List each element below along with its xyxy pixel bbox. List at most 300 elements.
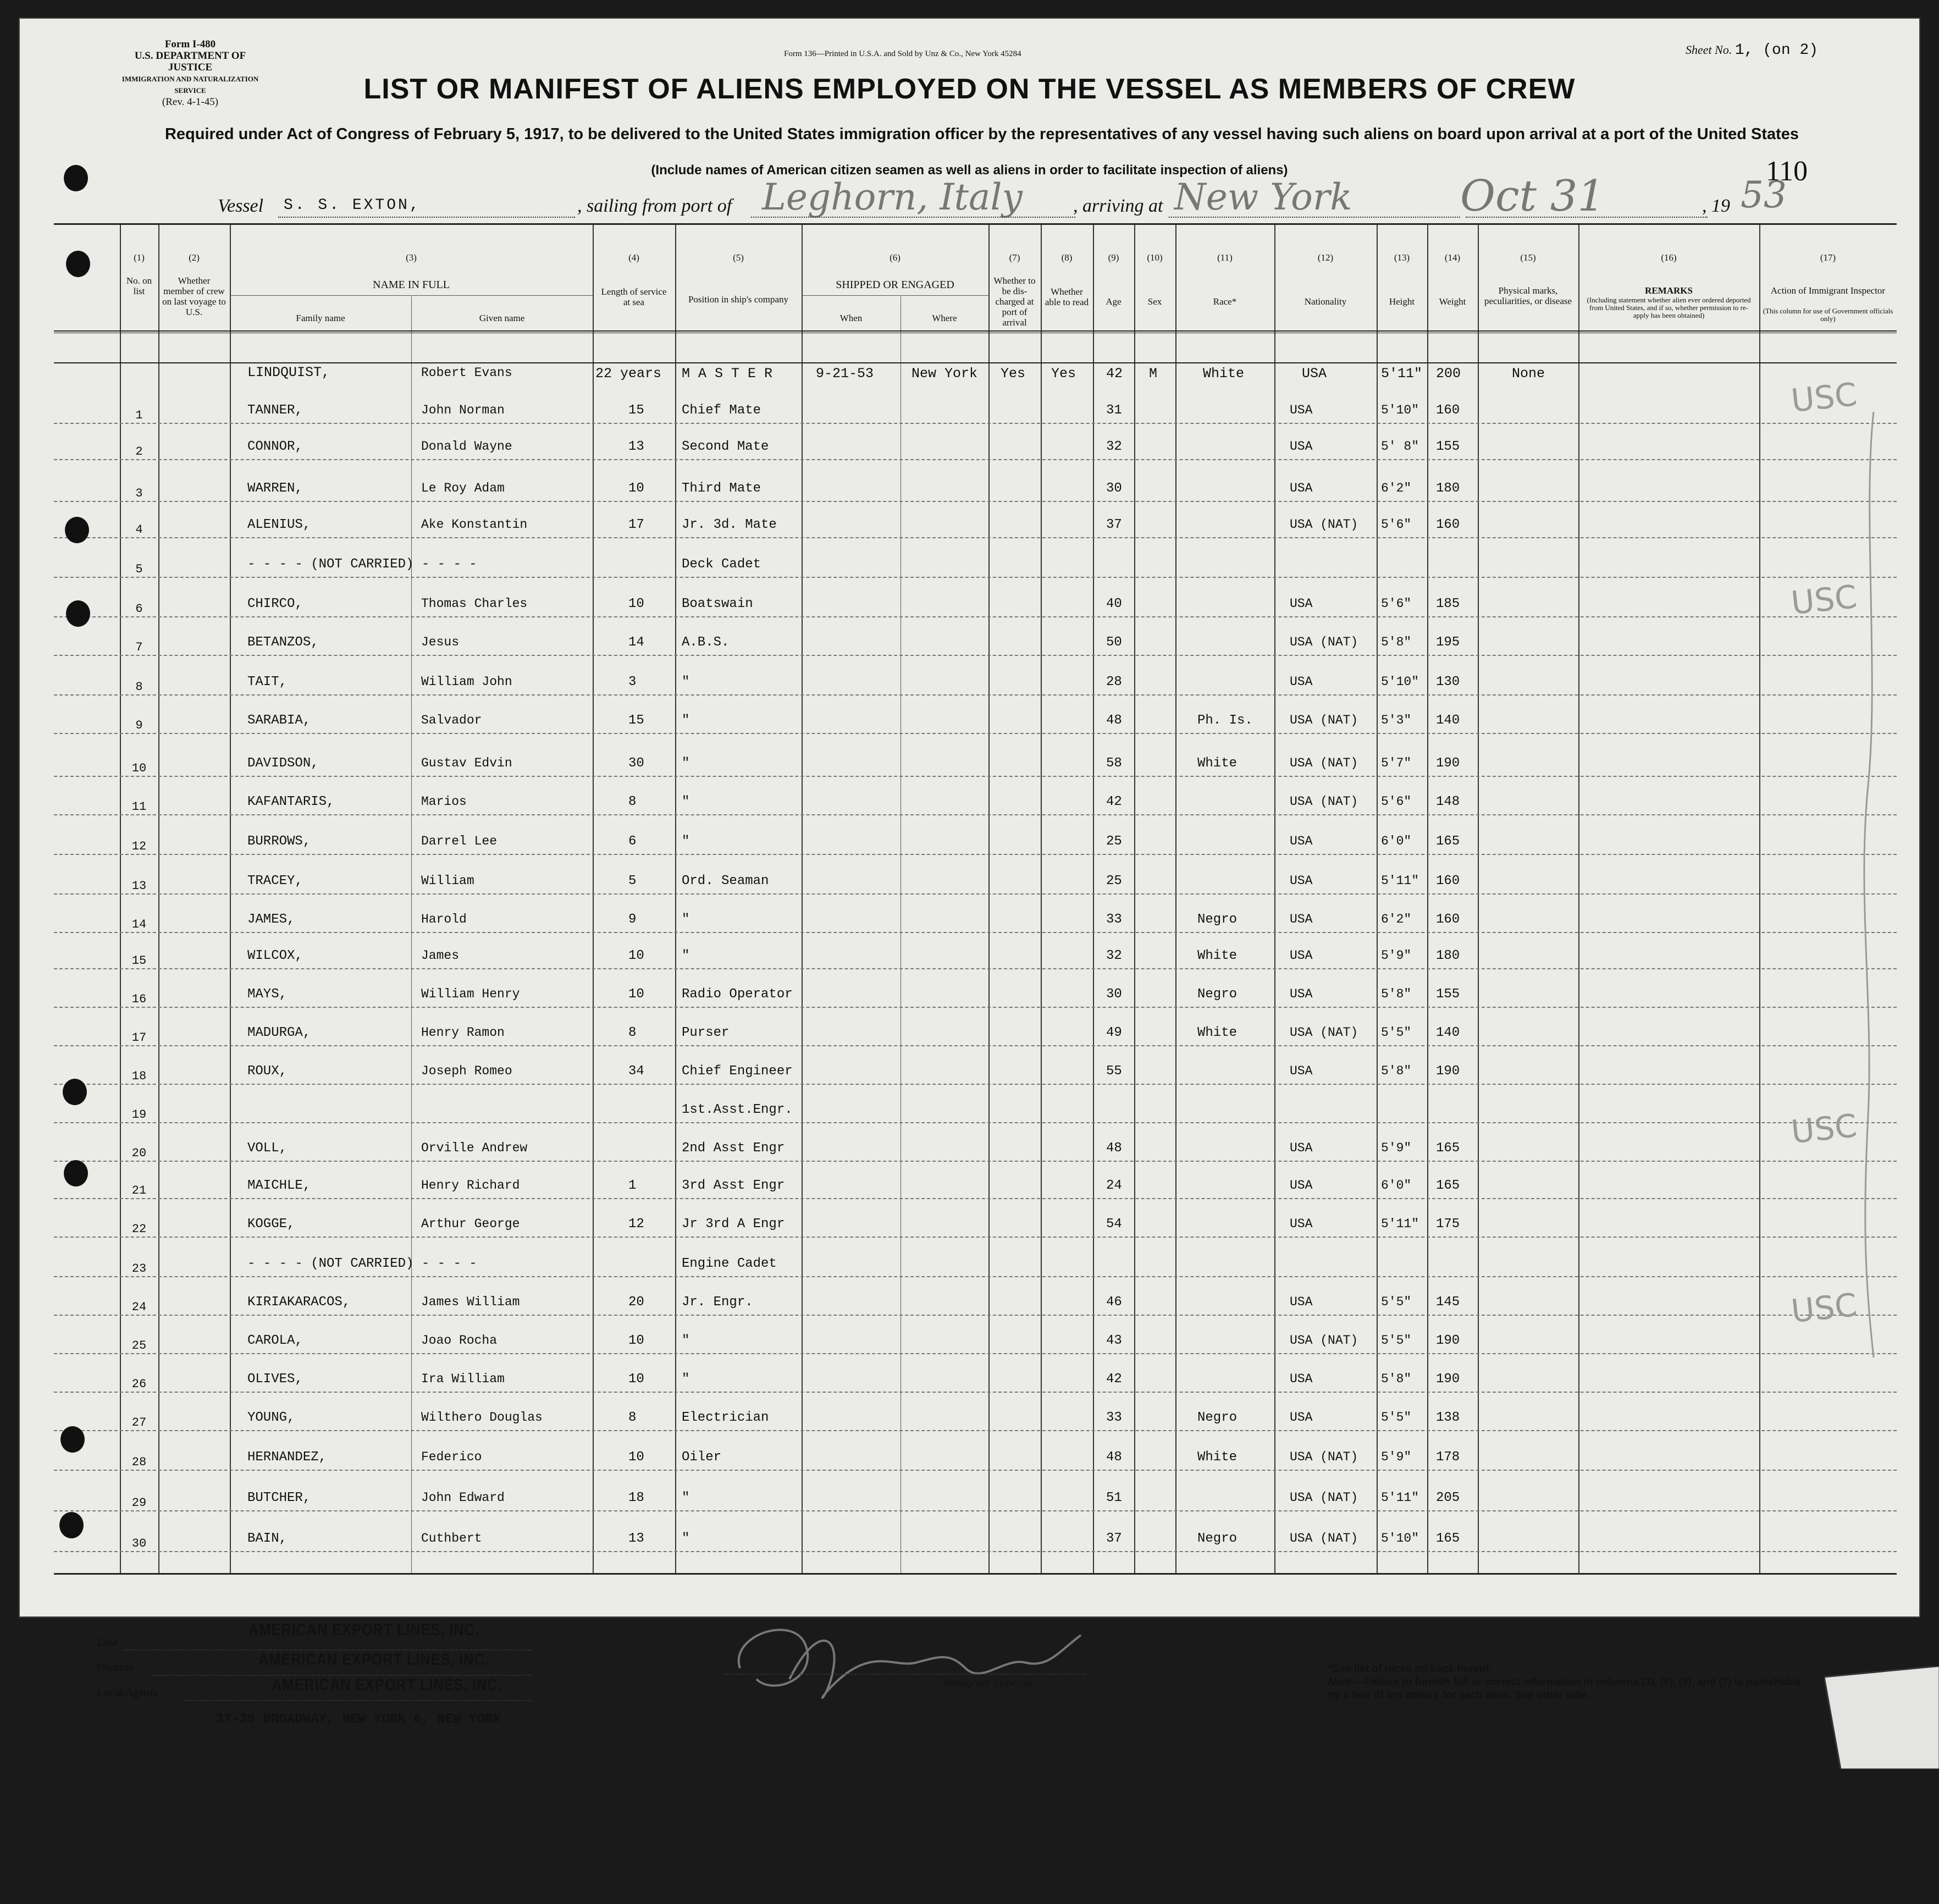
weight: 165 (1436, 1178, 1460, 1193)
note-text: —Failure to furnish full or correct information in columns (3), (5), (6), and (7) is punishable by a fine of ten dollars for each alien. See other side. (1328, 1676, 1802, 1701)
sheet-label: Sheet No. (1686, 43, 1732, 57)
nationality: USA (1290, 948, 1313, 963)
nationality: USA (NAT) (1290, 1450, 1358, 1464)
height: 6'0" (1381, 1178, 1412, 1193)
service-length: 10 (628, 987, 644, 1002)
row-number: 9 (135, 719, 143, 732)
requirement-text: Required under Act of Congress of February 5, 1917, to be delivered to the United States immigration officer by the representatives of any vessel having such aliens on board upon arrival at a port of the United States (164, 125, 1799, 143)
position: Engine Cadet (682, 1256, 777, 1271)
weight: 190 (1436, 1372, 1460, 1387)
age-header: Age (1106, 296, 1122, 307)
inspector-signature (707, 1602, 1103, 1712)
race: White (1197, 1025, 1238, 1040)
age: 55 (1106, 1064, 1122, 1079)
family-name: WARREN, (247, 481, 303, 496)
family-name: WILCOX, (247, 948, 303, 963)
age: 42 (1106, 794, 1122, 809)
nationality: USA (1302, 366, 1327, 382)
binding-hole (66, 251, 90, 277)
remarks-header: REMARKS (1645, 285, 1693, 296)
position: Deck Cadet (682, 557, 761, 572)
given-name: Marios (421, 794, 467, 809)
service-length: 6 (628, 834, 637, 849)
col7-header: Whether to be dis-charged at port of arrival (993, 275, 1036, 328)
row-number: 7 (135, 641, 143, 654)
nationality: USA (NAT) (1290, 1025, 1358, 1040)
binding-hole (65, 517, 89, 543)
nationality: USA (NAT) (1290, 1531, 1358, 1546)
age: 30 (1106, 987, 1122, 1002)
height: 5'9" (1381, 948, 1412, 963)
binding-hole (60, 1426, 85, 1453)
service-length: 5 (628, 874, 637, 888)
inspector-action-header: Action of Immigrant Inspector (1770, 285, 1886, 296)
col8-header: Whether able to read (1045, 286, 1089, 307)
family-name: BURROWS, (247, 834, 311, 849)
height: 5'8" (1381, 1372, 1412, 1386)
weight: 148 (1436, 794, 1460, 809)
service-length: 12 (628, 1217, 644, 1232)
family-name: MAYS, (247, 987, 288, 1002)
weight: 178 (1436, 1450, 1460, 1465)
family-name: ROUX, (247, 1064, 288, 1079)
position: Electrician (682, 1410, 769, 1425)
line-label: Line (97, 1636, 118, 1648)
nationality: USA (1290, 1372, 1313, 1386)
form-number: Form I-480 (164, 38, 216, 50)
inspector-label: Immigrant Inspector. (943, 1677, 1036, 1689)
given-name: William (421, 874, 474, 888)
races-note: *See list of races on back hereof. (1328, 1663, 1492, 1675)
include-note: (Include names of American citizen seamen as well as aliens in order to facilitate inspection of aliens) (651, 163, 1288, 178)
arrival-date-handwritten: Oct 31 (1460, 172, 1605, 221)
service-length: 8 (628, 1410, 637, 1425)
age: 37 (1106, 1531, 1122, 1546)
binding-hole (64, 165, 88, 191)
position: Jr. 3d. Mate (682, 517, 777, 532)
col9-number: (9) (1108, 252, 1119, 263)
col11-number: (11) (1217, 252, 1233, 263)
family-name: CAROLA, (247, 1333, 303, 1348)
row-number: 4 (135, 523, 143, 537)
race: Negro (1197, 987, 1238, 1002)
family-name: YOUNG, (247, 1410, 295, 1425)
sailing-label: , sailing from port of (577, 196, 732, 216)
height: 5'5" (1381, 1025, 1412, 1040)
nationality: USA (1290, 1410, 1313, 1425)
nationality: USA (NAT) (1290, 713, 1358, 727)
page-title: LIST OR MANIFEST OF ALIENS EMPLOYED ON THE VESSEL AS MEMBERS OF CREW (363, 73, 1576, 105)
age: 30 (1106, 481, 1122, 496)
given-name: Le Roy Adam (421, 481, 505, 495)
height: 5'5" (1381, 1333, 1412, 1348)
service-length: 10 (628, 1450, 644, 1465)
row-number: 10 (131, 761, 147, 775)
nationality: USA (1290, 403, 1313, 417)
family-name-header: Family name (296, 313, 345, 323)
row-number: 1 (135, 409, 143, 422)
service-length: 3 (628, 675, 637, 689)
service-length: 1 (628, 1178, 637, 1193)
nationality: USA (1290, 439, 1313, 454)
binding-hole (66, 600, 90, 627)
service-length: 22 years (595, 366, 662, 382)
position: Ord. Seaman (682, 874, 769, 888)
height: 5'7" (1381, 756, 1412, 770)
weight: 195 (1436, 635, 1460, 650)
family-name: CONNOR, (247, 439, 303, 454)
family-name: OLIVES, (247, 1372, 303, 1387)
family-name: TRACEY, (247, 874, 303, 888)
age: 50 (1106, 635, 1122, 650)
weight: 160 (1436, 874, 1460, 888)
height-header: Height (1389, 296, 1415, 307)
given-name: John Norman (421, 403, 505, 417)
height: 5'6" (1381, 517, 1412, 532)
row-number: 25 (131, 1339, 147, 1353)
given-name: Joao Rocha (421, 1333, 498, 1348)
family-name: HERNANDEZ, (247, 1450, 327, 1465)
height: 5'11" (1381, 874, 1419, 888)
height: 6'0" (1381, 834, 1412, 848)
remarks-subheader: (Including statement whether alien ever ordered deported from United States, and if so, whether permission to re-apply has been obtained) (1587, 296, 1751, 319)
nationality: USA (NAT) (1290, 756, 1358, 770)
age: 28 (1106, 675, 1122, 689)
position: " (682, 1491, 690, 1505)
weight: 165 (1436, 834, 1460, 849)
age: 49 (1106, 1025, 1122, 1040)
sex: M (1149, 366, 1158, 382)
col15-number: (15) (1520, 252, 1536, 263)
manifest-sheet (20, 19, 1919, 1727)
position: " (682, 1372, 690, 1387)
family-name: MAICHLE, (247, 1178, 311, 1193)
given-name: Wilthero Douglas (421, 1410, 543, 1425)
department: U.S. DEPARTMENT OF JUSTICE (134, 50, 246, 73)
weight: 165 (1436, 1531, 1460, 1546)
year-prefix: , 19 (1702, 196, 1730, 216)
height: 5'8" (1381, 987, 1412, 1001)
col10-number: (10) (1147, 252, 1163, 263)
inspector-mark-2: USC (1789, 577, 1859, 622)
family-name: - - - - (NOT CARRIED) - - - - (247, 557, 477, 572)
age: 42 (1106, 366, 1123, 382)
revision: (Rev. 4-1-45) (162, 96, 219, 108)
row-number: 12 (131, 840, 147, 853)
age: 33 (1106, 912, 1122, 927)
sex-header: Sex (1147, 296, 1162, 307)
physical-marks: None (1512, 366, 1545, 382)
height: 5'8" (1381, 635, 1412, 649)
given-name: Henry Richard (421, 1178, 520, 1193)
family-name: VOLL, (247, 1141, 288, 1156)
age: 48 (1106, 1141, 1122, 1156)
position: Purser (682, 1025, 730, 1040)
row-number: 11 (131, 800, 147, 814)
given-name: Donald Wayne (421, 439, 512, 454)
age: 33 (1106, 1410, 1122, 1425)
inspector-mark-4: USC (1789, 1285, 1859, 1331)
height: 6'2" (1381, 481, 1412, 495)
race-header: Race* (1213, 296, 1237, 307)
given-name: William Henry (421, 987, 520, 1001)
agents-address: 37-39 BROADWAY, NEW YORK 6, NEW YORK (216, 1712, 501, 1727)
position: " (682, 912, 690, 927)
age: 24 (1106, 1178, 1122, 1193)
col14-number: (14) (1444, 252, 1461, 263)
height: 5'9" (1381, 1141, 1412, 1155)
weight: 200 (1436, 366, 1461, 382)
shipped-where: New York (912, 366, 978, 382)
position: Jr. Engr. (682, 1295, 753, 1310)
row-number: 18 (131, 1069, 147, 1083)
age: 51 (1106, 1491, 1122, 1505)
race: White (1197, 948, 1238, 963)
height: 5' 8" (1381, 439, 1419, 454)
row-number: 26 (131, 1377, 147, 1391)
col2-header: Whether member of crew on last voyage to U.S. (162, 275, 226, 317)
age: 32 (1106, 439, 1122, 454)
age: 46 (1106, 1295, 1122, 1310)
family-name: JAMES, (247, 912, 295, 927)
col3-header: NAME IN FULL (373, 279, 450, 291)
weight: 140 (1436, 713, 1460, 728)
binding-hole (64, 1160, 88, 1186)
family-name: BUTCHER, (247, 1491, 311, 1505)
service-length: 20 (628, 1295, 644, 1310)
given-name: Joseph Romeo (421, 1064, 512, 1078)
when-header: When (839, 313, 863, 323)
row-number: 22 (131, 1222, 147, 1236)
col5-number: (5) (733, 252, 744, 263)
vessel-line (218, 172, 1787, 221)
position: " (682, 948, 690, 963)
local-agents-label: Local Agents (97, 1687, 158, 1699)
weight: 160 (1436, 517, 1460, 532)
row-number: 24 (131, 1300, 147, 1314)
weight: 160 (1436, 912, 1460, 927)
col13-number: (13) (1394, 252, 1410, 263)
row-number: 14 (131, 918, 147, 931)
col6-number: (6) (890, 252, 901, 263)
family-name: TANNER, (247, 403, 303, 418)
position: " (682, 1531, 690, 1546)
row-number: 6 (135, 602, 143, 616)
given-name: Federico (421, 1450, 482, 1464)
vessel-label: Vessel (218, 196, 264, 216)
position: Oiler (682, 1450, 722, 1465)
age: 42 (1106, 1372, 1122, 1387)
age: 48 (1106, 713, 1122, 728)
nationality: USA (NAT) (1290, 1333, 1358, 1348)
weight: 205 (1436, 1491, 1460, 1505)
service-length: 17 (628, 517, 644, 532)
position: Chief Mate (682, 403, 761, 418)
position: " (682, 713, 690, 728)
given-name: Henry Ramon (421, 1025, 505, 1040)
nationality: USA (1290, 1141, 1313, 1155)
family-name: DAVIDSON, (247, 756, 319, 771)
position: Chief Engineer (682, 1064, 793, 1079)
family-name: BAIN, (247, 1531, 288, 1546)
owners-label: Owners (97, 1662, 134, 1674)
service-length: 18 (628, 1491, 644, 1505)
position: " (682, 756, 690, 771)
row-number: 27 (131, 1416, 147, 1430)
given-name: Salvador (421, 713, 482, 727)
weight-header: Weight (1439, 296, 1466, 307)
sheet-number (1686, 42, 1818, 59)
nationality: USA (1290, 597, 1313, 611)
line-stamp: AMERICAN EXPORT LINES, INC. (248, 1621, 479, 1639)
position: Jr 3rd A Engr (682, 1217, 785, 1232)
year-handwritten: 53 (1741, 174, 1787, 216)
height: 5'6" (1381, 794, 1412, 809)
service-length: 8 (628, 794, 637, 809)
position: Boatswain (682, 597, 753, 611)
arriving-port-handwritten: New York (1174, 176, 1352, 218)
weight: 165 (1436, 1141, 1460, 1156)
position: 2nd Asst Engr (682, 1141, 785, 1156)
weight: 140 (1436, 1025, 1460, 1040)
stamp-number: 110 (1766, 156, 1808, 187)
service-length: 15 (628, 713, 644, 728)
position: Radio Operator (682, 987, 793, 1002)
age: 31 (1106, 403, 1122, 418)
family-name: KIRIAKARACOS, (247, 1295, 351, 1310)
inspector-mark-1: USC (1789, 375, 1859, 420)
weight: 155 (1436, 987, 1460, 1002)
row-number: 8 (135, 680, 143, 694)
row-number: 2 (135, 445, 143, 459)
height: 5'8" (1381, 1064, 1412, 1078)
service-length: 15 (628, 403, 644, 418)
owners-stamp: AMERICAN EXPORT LINES, INC. (258, 1651, 489, 1669)
position: " (682, 675, 690, 689)
height: 5'9" (1381, 1450, 1412, 1464)
sheet-value: 1, (on 2) (1734, 42, 1819, 59)
nationality: USA (1290, 987, 1313, 1001)
col7-number: (7) (1009, 252, 1020, 263)
height: 5'5" (1381, 1410, 1412, 1425)
service-length: 13 (628, 1531, 644, 1546)
age: 25 (1106, 834, 1122, 849)
given-name: Thomas Charles (421, 597, 528, 611)
row-number: 23 (131, 1262, 147, 1276)
col1-number: (1) (134, 252, 145, 263)
inspector-action-subheader: (This column for use of Government officials only) (1763, 307, 1893, 323)
given-name-header: Given name (479, 313, 525, 323)
col4-header: Length of service at sea (601, 286, 667, 307)
nationality: USA (1290, 1217, 1313, 1231)
given-name: Ira William (421, 1372, 505, 1386)
age: 48 (1106, 1450, 1122, 1465)
weight: 155 (1436, 439, 1460, 454)
nationality: USA (1290, 1178, 1313, 1193)
crew-table (54, 223, 1897, 1575)
position: " (682, 1333, 690, 1348)
nationality: USA (1290, 874, 1313, 888)
inspector-mark-3: USC (1789, 1106, 1859, 1151)
nationality-header: Nationality (1304, 296, 1347, 307)
age: 32 (1106, 948, 1122, 963)
family-name: - - - - (NOT CARRIED) - - - - (247, 1256, 477, 1271)
row-number: 13 (131, 879, 147, 893)
family-name: BETANZOS, (247, 635, 319, 650)
given-name: Robert Evans (421, 366, 512, 380)
given-name: James William (421, 1295, 520, 1309)
shipped-when: 9-21-53 (816, 366, 874, 382)
given-name: Arthur George (421, 1217, 520, 1231)
position: " (682, 834, 690, 849)
col16-number: (16) (1661, 252, 1677, 263)
family-name: ALENIUS, (247, 517, 311, 532)
service-length: 10 (628, 1372, 644, 1387)
inspector-bracket-line (1813, 401, 1890, 1368)
race: Negro (1197, 1410, 1238, 1425)
nationality: USA (1290, 481, 1313, 495)
weight: 130 (1436, 675, 1460, 689)
age: 54 (1106, 1217, 1122, 1232)
service-length: 30 (628, 756, 644, 771)
nationality: USA (1290, 834, 1313, 848)
weight: 160 (1436, 403, 1460, 418)
position: " (682, 794, 690, 809)
binding-hole (63, 1079, 87, 1105)
height: 5'11" (1381, 366, 1423, 382)
row-number: 3 (135, 487, 143, 500)
height: 5'3" (1381, 713, 1412, 727)
age: 58 (1106, 756, 1122, 771)
height: 6'2" (1381, 912, 1412, 926)
col12-number: (12) (1317, 252, 1334, 263)
weight: 175 (1436, 1217, 1460, 1232)
note-label: Note. (1328, 1676, 1355, 1688)
col3-number: (3) (406, 252, 417, 263)
given-name: Harold (421, 912, 467, 926)
nationality: USA (1290, 675, 1313, 689)
given-name: Darrel Lee (421, 834, 498, 848)
given-name: James (421, 948, 460, 963)
given-name: Orville Andrew (421, 1141, 528, 1155)
given-name: Cuthbert (421, 1531, 482, 1546)
service-length: 10 (628, 1333, 644, 1348)
nationality: USA (1290, 1064, 1313, 1078)
position: Third Mate (682, 481, 761, 496)
height: 5'6" (1381, 597, 1412, 611)
nationality: USA (1290, 1295, 1313, 1309)
row-number: 5 (135, 562, 143, 576)
where-header: Where (932, 313, 957, 323)
col8-number: (8) (1061, 252, 1073, 263)
weight: 190 (1436, 1064, 1460, 1079)
family-name: KOGGE, (247, 1217, 295, 1232)
height: 5'5" (1381, 1295, 1412, 1309)
nationality: USA (NAT) (1290, 1491, 1358, 1505)
race: Negro (1197, 1531, 1238, 1546)
service-length: 14 (628, 635, 644, 650)
service-length: 10 (628, 948, 644, 963)
family-name: TAIT, (247, 675, 288, 689)
family-name: CHIRCO, (247, 597, 303, 611)
position: 3rd Asst Engr (682, 1178, 785, 1193)
service-length: 10 (628, 481, 644, 496)
nationality: USA (1290, 912, 1313, 926)
sailing-port-handwritten: Leghorn, Italy (762, 176, 1023, 218)
service-name: IMMIGRATION AND NATURALIZATION SERVICE (121, 75, 259, 95)
race: Negro (1197, 912, 1238, 927)
row-number: 30 (131, 1537, 147, 1550)
